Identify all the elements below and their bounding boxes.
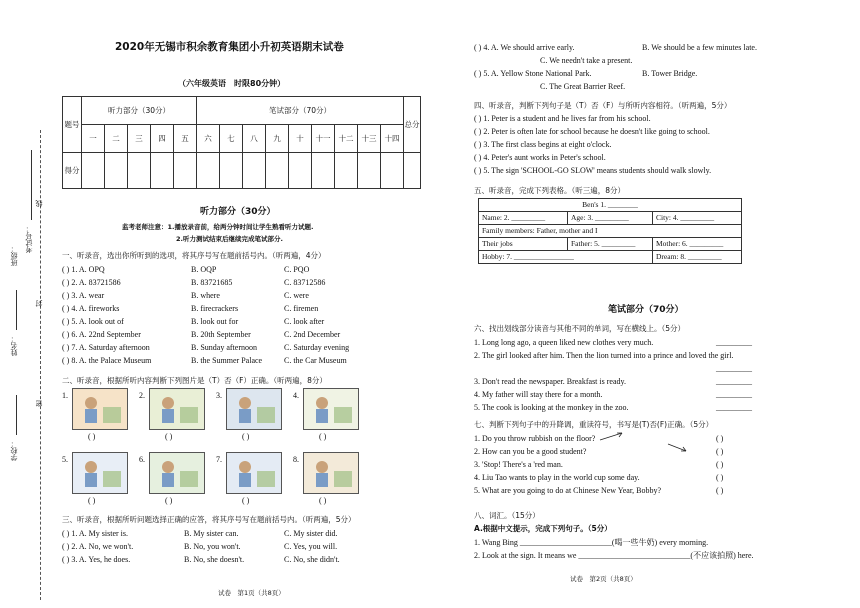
picture-2 (149, 388, 205, 430)
score-table-number: 二 (105, 125, 128, 153)
margin-number-line (31, 150, 32, 220)
section-1-option-a: ( ) 3. A. wear (62, 291, 105, 300)
section-7-answer-bracket: ( ) (716, 486, 724, 495)
score-table-score-cell (174, 153, 197, 189)
score-table-score-cell (197, 153, 220, 189)
score-table-number: 四 (151, 125, 174, 153)
ben-age-cell: Age: 3. _________ (568, 212, 653, 225)
section-3-option-a: ( ) 3. A. Yes, he does. (62, 555, 131, 564)
section-1-option-a: ( ) 7. A. Saturday afternoon (62, 343, 150, 352)
section-1-option-a: ( ) 8. A. the Palace Museum (62, 356, 152, 365)
left-footer: 试卷 第1页（共8页） (218, 589, 285, 597)
picture-number: 8. (293, 455, 299, 464)
notice-line-1: 监考老师注意：1.播放录音前，给两分钟时间让学生熟看听力试题. (122, 223, 314, 231)
section-8-title: 八、词汇。（15分） (474, 511, 540, 520)
section-1-option-a: ( ) 4. A. fireworks (62, 304, 120, 313)
picture-answer-bracket: ( ) (242, 496, 250, 505)
picture-8 (303, 452, 359, 494)
score-table-score-cell (312, 153, 335, 189)
section-1-option-c: C. look after (284, 317, 325, 326)
score-table-number: 十 (289, 125, 312, 153)
score-table-number: 七 (220, 125, 243, 153)
section-4-title: 四、听录音，判断下列句子是（T）否（F）与所听内容相符。（听两遍，5分） (474, 101, 732, 110)
notice-line-2: 2.听力测试结束后继续完成笔试部分. (176, 235, 283, 243)
section-4-statement: ( ) 3. The first class begins at eight o'clock. (474, 140, 612, 149)
score-table-number: 九 (266, 125, 289, 153)
falling-arrow-icon (666, 442, 692, 454)
ben-family-cell: Family members: Father, mother and I (479, 225, 742, 238)
picture-number: 7. (216, 455, 222, 464)
section-6-answer-blank: _________ (716, 390, 752, 399)
section-1-option-c: C. PQO (284, 265, 310, 274)
section-7-sentence: 3. 'Stop! There's a 'red man. (474, 460, 563, 469)
picture-number: 5. (62, 455, 68, 464)
ben-hobby-cell: Hobby: 7. ________________ (479, 251, 653, 264)
section-3-cont-right: B. Tower Bridge. (642, 69, 698, 78)
score-table-number: 一 (82, 125, 105, 153)
section-3-option-b: B. No, she doesn't. (184, 555, 245, 564)
right-footer: 试卷 第2页（共8页） (570, 575, 637, 583)
section-4-statement: ( ) 4. Peter's aunt works in Peter's school. (474, 153, 606, 162)
margin-line-char: 线 (35, 200, 43, 207)
score-table-header-item: 题号 (63, 97, 82, 153)
section-7-answer-bracket: ( ) (716, 447, 724, 456)
section-6-answer-blank: _________ (716, 364, 752, 373)
ben-table-head: Ben's 1. ________ (479, 199, 742, 212)
picture-4 (303, 388, 359, 430)
section-3-cont-left: C. The Great Barrier Reef. (540, 82, 626, 91)
score-table-score-cell (105, 153, 128, 189)
section-3-cont-left: C. We needn't take a present. (540, 56, 633, 65)
score-table-score-cell (266, 153, 289, 189)
margin-dense-char: 密 (35, 400, 43, 407)
picture-5 (72, 452, 128, 494)
section-4-statement: ( ) 2. Peter is often late for school because he doesn't like going to school. (474, 127, 710, 136)
score-table-header-total: 总分 (404, 97, 421, 153)
section-7-answer-bracket: ( ) (716, 460, 724, 469)
section-1-option-a: ( ) 5. A. look out of (62, 317, 124, 326)
section-6-sentence: 5. The cook is looking at the monkey in the zoo. (474, 403, 629, 412)
score-table-number: 八 (243, 125, 266, 153)
section-7-sentence: 1. Do you throw rubbish on the floor? (474, 434, 596, 443)
score-table-score-cell (151, 153, 174, 189)
ben-jobs-cell: Their jobs (479, 238, 568, 251)
picture-number: 4. (293, 391, 299, 400)
section-7-title: 七、判断下列句子中的升降调，重读符号，书写是(T)否(F)正确。（5分） (474, 420, 714, 429)
exam-subtitle: （六年级英语 时限80分钟） (178, 79, 286, 88)
section-1-option-a: ( ) 6. A. 22nd September (62, 330, 141, 339)
section-1-option-c: C. 83712586 (284, 278, 326, 287)
section-5-title: 五、听录音，完成下列表格。（听三遍，8分） (474, 186, 626, 195)
section-6-answer-blank: _________ (716, 338, 752, 347)
section-8-sentence: 1. Wang Bing _______________________(喝一些牛奶) every morning. (474, 538, 709, 547)
score-table-score-cell (358, 153, 381, 189)
ben-dream-cell: Dream: 8. _________ (653, 251, 742, 264)
score-table-number: 五 (174, 125, 197, 153)
written-title: 笔试部分（70分） (608, 305, 684, 315)
section-3-cont-left: ( ) 5. A. Yellow Stone National Park. (474, 69, 592, 78)
picture-number: 6. (139, 455, 145, 464)
section-7-sentence: 4. Liu Tao wants to play in the world cup some day. (474, 473, 640, 482)
ben-name-cell: Name: 2. _________ (479, 212, 568, 225)
picture-answer-bracket: ( ) (242, 432, 250, 441)
picture-answer-bracket: ( ) (88, 432, 96, 441)
score-table-score-cell (381, 153, 404, 189)
section-1-option-a: ( ) 1. A. OPQ (62, 265, 105, 274)
section-1-option-c: C. Saturday evening (284, 343, 350, 352)
score-table-number: 三 (128, 125, 151, 153)
picture-number: 2. (139, 391, 145, 400)
margin-number-label: 考试号： (25, 225, 33, 253)
section-6-title: 六、找出划线部分读音与其他不同的单词，写在横线上。（5分） (474, 324, 686, 333)
picture-3 (226, 388, 282, 430)
section-3-option-a: ( ) 2. A. No, we won't. (62, 542, 134, 551)
section-1-option-a: ( ) 2. A. 83721586 (62, 278, 121, 287)
section-1-option-c: C. firemen (284, 304, 319, 313)
section-3-cont-left: ( ) 4. A. We should arrive early. (474, 43, 575, 52)
margin-school-label: 学校： (10, 440, 18, 461)
picture-answer-bracket: ( ) (165, 432, 173, 441)
score-table-number: 十三 (358, 125, 381, 153)
score-table-number: 十一 (312, 125, 335, 153)
margin-school-line (16, 395, 17, 435)
listening-title: 听力部分（30分） (200, 207, 276, 217)
section-3-option-b: B. No, you won't. (184, 542, 241, 551)
margin-seal-char: 封 (35, 300, 43, 307)
section-3-option-c: C. Yes, you will. (284, 542, 338, 551)
section-1-option-b: B. the Summer Palace (191, 356, 263, 365)
ben-table (478, 198, 742, 264)
section-1-option-b: B. 20th September (191, 330, 251, 339)
section-7-answer-bracket: ( ) (716, 473, 724, 482)
section-3-option-c: C. No, she didn't. (284, 555, 340, 564)
section-1-option-c: C. were (284, 291, 309, 300)
section-3-option-a: ( ) 1. A. My sister is. (62, 529, 128, 538)
section-1-option-b: B. Sunday afternoon (191, 343, 257, 352)
section-1-option-b: B. where (191, 291, 220, 300)
section-3-cont-right: B. We should be a few minutes late. (642, 43, 757, 52)
section-6-sentence: 2. The girl looked after him. Then the lion turned into a prince and loved the girl. (474, 351, 734, 360)
score-table-number: 十二 (335, 125, 358, 153)
section-7-sentence: 5. What are you going to do at Chinese New Year, Bobby? (474, 486, 662, 495)
section-4-statement: ( ) 1. Peter is a student and he lives far from his school. (474, 114, 651, 123)
score-table-score-cell (335, 153, 358, 189)
section-3-option-b: B. My sister can. (184, 529, 239, 538)
ben-father-cell: Father: 5. _________ (568, 238, 653, 251)
picture-answer-bracket: ( ) (165, 496, 173, 505)
section-6-sentence: 1. Long long ago, a queen liked new clothes very much. (474, 338, 654, 347)
section-1-title: 一、听录音，选出你所听到的选项，将其序号写在题前括号内。（听两遍，4分） (62, 251, 326, 260)
picture-1 (72, 388, 128, 430)
picture-7 (226, 452, 282, 494)
margin-name-label: 姓名： (10, 335, 18, 356)
exam-title: 2020年无锡市积余教育集团小升初英语期末试卷 (115, 41, 344, 53)
score-table-score-cell (289, 153, 312, 189)
score-table-score-cell (82, 153, 105, 189)
section-6-answer-blank: _________ (716, 403, 752, 412)
score-table-number: 六 (197, 125, 220, 153)
score-table-score-label: 得分 (63, 153, 82, 189)
score-table (62, 96, 421, 189)
score-table-score-cell (128, 153, 151, 189)
section-3-option-c: C. My sister did. (284, 529, 338, 538)
picture-answer-bracket: ( ) (88, 496, 96, 505)
score-table-header-listening: 听力部分（30分） (82, 97, 197, 125)
score-table-score-cell (404, 153, 421, 189)
section-1-option-b: B. OQP (191, 265, 217, 274)
section-1-option-c: C. the Car Museum (284, 356, 347, 365)
section-4-statement: ( ) 5. The sign 'SCHOOL-GO SLOW' means students should walk slowly. (474, 166, 712, 175)
section-6-sentence: 4. My father will stay there for a month. (474, 390, 603, 399)
section-1-option-c: C. 2nd December (284, 330, 341, 339)
score-table-number: 十四 (381, 125, 404, 153)
section-2-title: 二、听录音，根据所听内容判断下列图片是（T）否（F）正确。（听两遍，8分） (62, 376, 327, 385)
score-table-header-written: 笔试部分（70分） (197, 97, 404, 125)
picture-answer-bracket: ( ) (319, 432, 327, 441)
section-7-sentence: 2. How can you be a good student? (474, 447, 587, 456)
score-table-score-cell (220, 153, 243, 189)
rising-arrow-icon (598, 430, 628, 442)
section-1-option-b: B. look out for (191, 317, 239, 326)
margin-name-line (16, 290, 17, 330)
section-1-option-b: B. 83721685 (191, 278, 233, 287)
section-1-option-b: B. firecrackers (191, 304, 239, 313)
margin-class-label: 班级： (10, 245, 18, 266)
picture-6 (149, 452, 205, 494)
section-7-answer-bracket: ( ) (716, 434, 724, 443)
picture-answer-bracket: ( ) (319, 496, 327, 505)
picture-number: 1. (62, 391, 68, 400)
ben-mother-cell: Mother: 6. _________ (653, 238, 742, 251)
section-6-answer-blank: _________ (716, 377, 752, 386)
section-8-sentence: 2. Look at the sign. It means we ____________________________(不应该拍照) here. (474, 551, 754, 560)
section-8a-title: A.根据中文提示，完成下列句子。（5分） (474, 524, 612, 533)
section-3-title: 三、听录音，根据所听问题选择正确的应答，将其序号写在题前括号内。（听两遍，5分） (62, 515, 356, 524)
score-table-score-cell (243, 153, 266, 189)
section-6-sentence: 3. Don't read the newspaper. Breakfast is ready. (474, 377, 626, 386)
ben-city-cell: City: 4. _________ (653, 212, 742, 225)
picture-number: 3. (216, 391, 222, 400)
